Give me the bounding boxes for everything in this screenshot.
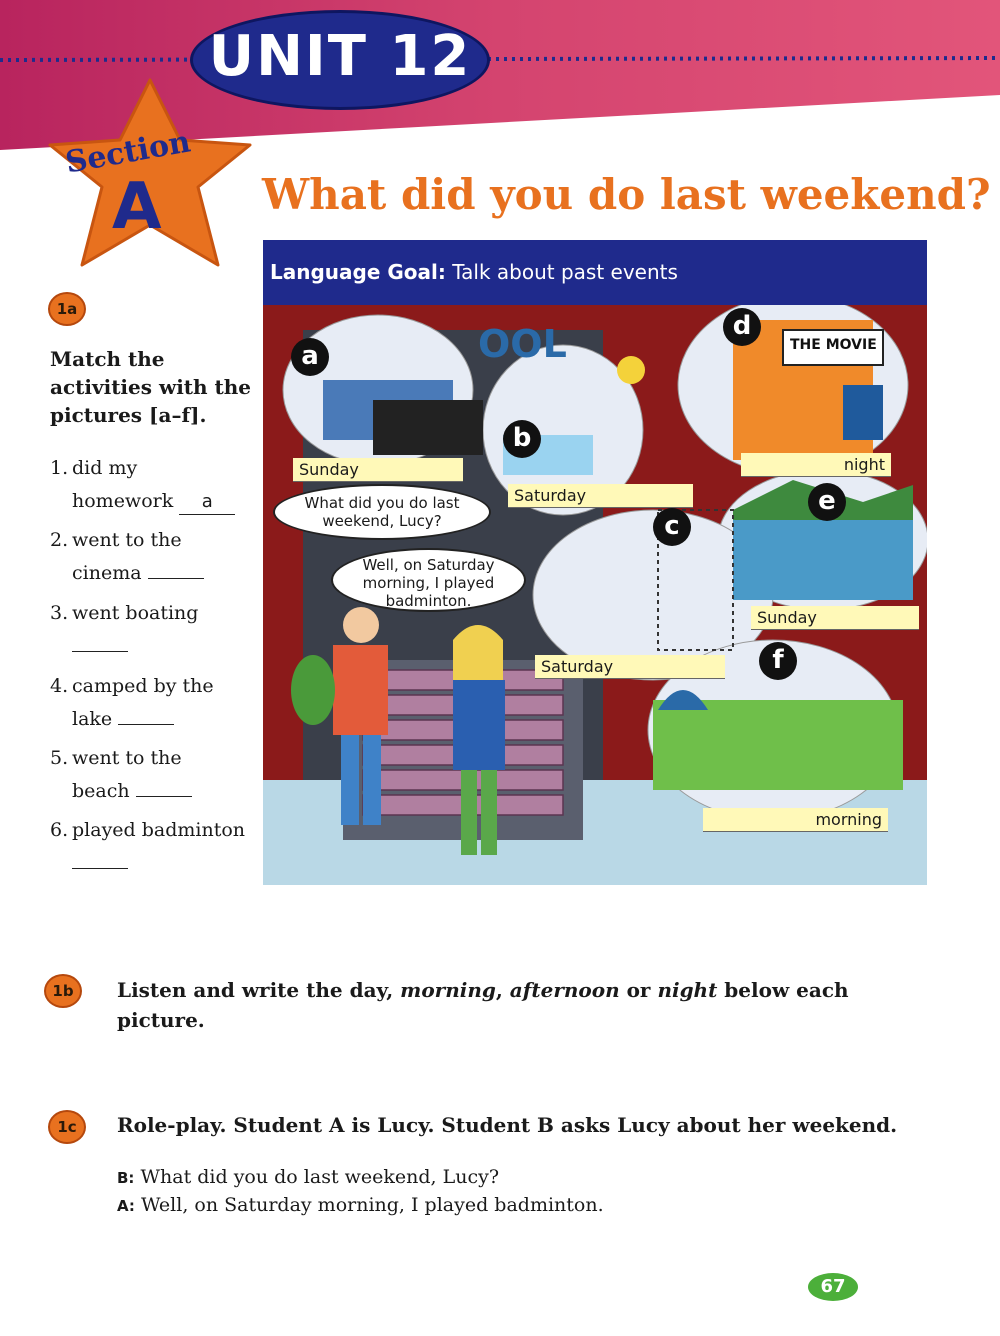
answer-blank[interactable]: [72, 847, 128, 869]
language-goal-bar: [263, 240, 927, 305]
goal-label: Language Goal:: [270, 260, 446, 284]
match-item: [50, 452, 265, 518]
exercise-1b-badge: 1b: [44, 974, 82, 1008]
instruction-text: or: [619, 978, 658, 1002]
picture-letter-f: f: [759, 642, 797, 680]
caption-d[interactable]: night: [741, 453, 891, 477]
goal-text: Talk about past events: [452, 260, 678, 284]
caption-e[interactable]: Sunday: [751, 606, 919, 630]
item-text: lake: [72, 708, 113, 730]
picture-letter-b: b: [503, 420, 541, 458]
page-title: What did you do last weekend?: [262, 170, 991, 219]
match-item: [50, 597, 265, 663]
exercise-1a-instruction: Match the activities with the pictures [a–f].: [50, 347, 252, 427]
unit-title: UNIT 12: [208, 24, 472, 89]
word-night: night: [657, 978, 718, 1002]
speaker-label: B:: [117, 1169, 135, 1187]
item-number: 5.: [50, 747, 69, 769]
match-item: [50, 814, 265, 880]
speaker-label: A:: [117, 1197, 135, 1215]
item-text: homework: [72, 490, 174, 512]
answer-blank[interactable]: [118, 703, 174, 725]
section-letter: A: [112, 170, 162, 244]
dialogue-text: Well, on Saturday morning, I played badminton.: [140, 1194, 604, 1216]
page-number: 67: [808, 1273, 858, 1301]
picture-letter-c: c: [653, 508, 691, 546]
answer-blank[interactable]: a: [179, 493, 235, 515]
item-number: 3.: [50, 602, 69, 624]
exercise-1c-badge: 1c: [48, 1110, 86, 1144]
item-text: cinema: [72, 562, 142, 584]
exercise-1c-instruction: Role-play. Student A is Lucy. Student B asks Lucy about her weekend.: [117, 1113, 898, 1137]
speech-bubble-answer: Well, on Saturday morning, I played badminton.: [331, 548, 526, 612]
dialogue-line: [117, 1163, 499, 1192]
match-item: [50, 742, 265, 808]
answer-blank[interactable]: [148, 557, 204, 579]
caption-b[interactable]: Saturday: [508, 484, 693, 508]
instruction-text: Listen and write the day,: [117, 978, 401, 1002]
speech-bubble-question: What did you do last weekend, Lucy?: [273, 484, 491, 540]
activity-illustration: [263, 240, 927, 885]
picture-letter-a: a: [291, 338, 329, 376]
section-label: Section: [62, 124, 194, 181]
item-text: played badminton: [72, 819, 246, 841]
item-text: went boating: [72, 602, 199, 624]
item-number: 1.: [50, 457, 69, 479]
item-number: 2.: [50, 529, 69, 551]
dialogue-line: [117, 1191, 604, 1220]
picture-letter-e: e: [808, 483, 846, 521]
answer-blank[interactable]: [72, 630, 128, 652]
item-number: 6.: [50, 819, 69, 841]
picture-letter-d: d: [723, 308, 761, 346]
instruction-comma: ,: [495, 978, 510, 1002]
instruction-text: below each picture.: [117, 978, 849, 1032]
item-text: camped by the: [72, 675, 214, 697]
item-text: went to the: [72, 529, 182, 551]
word-morning: morning: [400, 978, 496, 1002]
exercise-1b-instruction: [117, 975, 877, 1035]
exercise-1a-badge: 1a: [48, 292, 86, 326]
item-text: beach: [72, 780, 130, 802]
item-text: did my: [72, 457, 138, 479]
dialogue-text: What did you do last weekend, Lucy?: [140, 1166, 500, 1188]
item-number: 4.: [50, 675, 69, 697]
movie-marquee: THE MOVIE: [790, 337, 877, 353]
school-sign: OOL: [478, 322, 567, 366]
caption-a[interactable]: Sunday: [293, 458, 463, 482]
caption-c[interactable]: Saturday: [535, 655, 725, 679]
word-afternoon: afternoon: [509, 978, 620, 1002]
match-item: [50, 524, 265, 590]
answer-blank[interactable]: [136, 775, 192, 797]
match-item: [50, 670, 265, 736]
caption-f[interactable]: morning: [703, 808, 888, 832]
item-text: went to the: [72, 747, 182, 769]
